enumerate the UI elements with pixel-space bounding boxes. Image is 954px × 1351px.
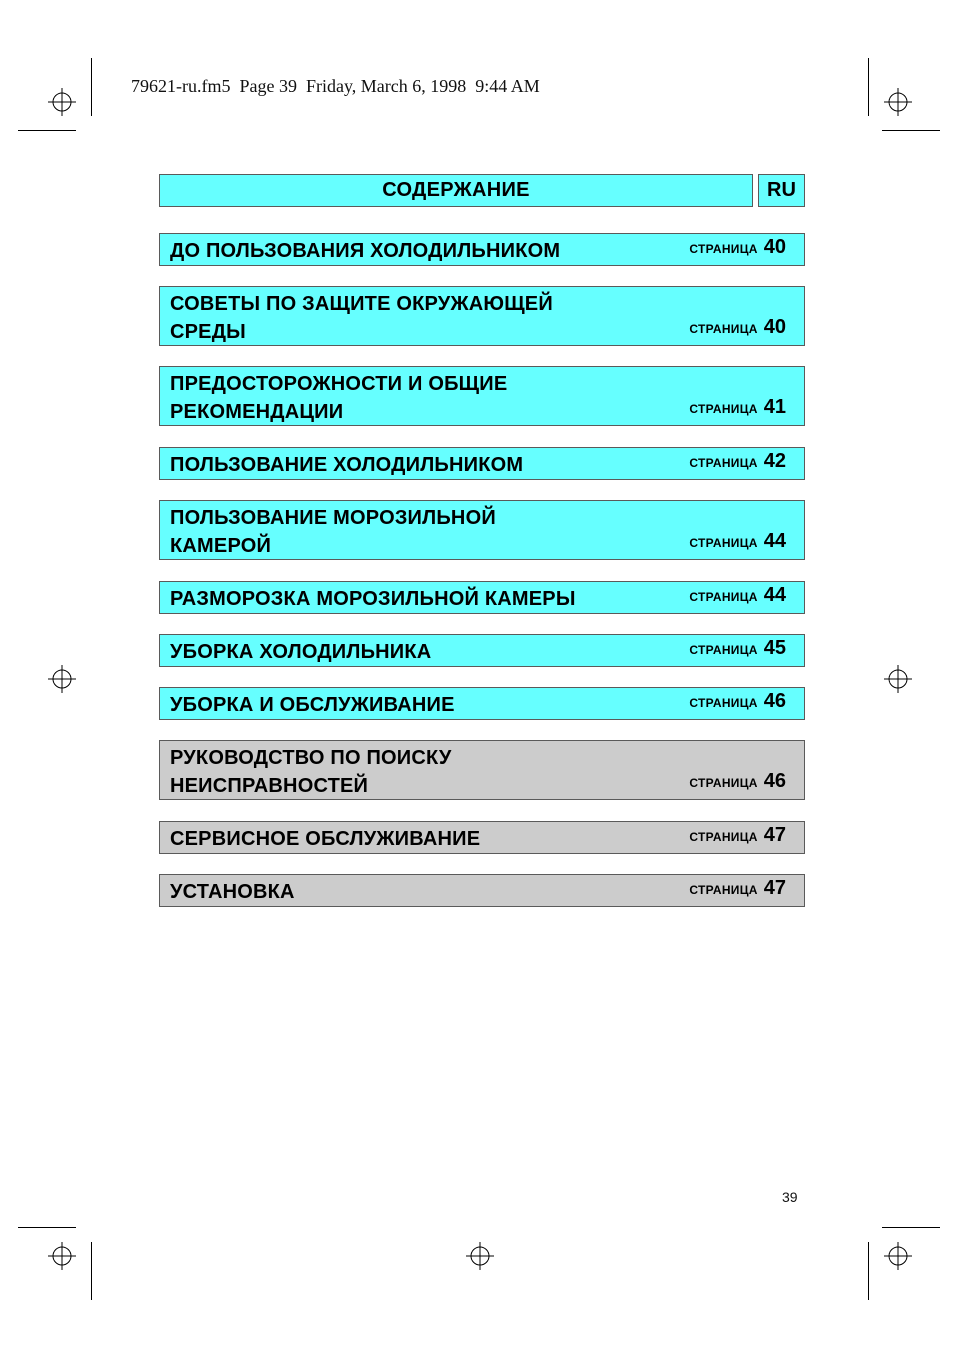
toc-entry-title xyxy=(170,370,664,426)
toc-entry-title-line: УСТАНОВКА xyxy=(170,881,295,903)
registration-mark-icon xyxy=(48,665,76,693)
toc-entry[interactable] xyxy=(159,233,805,266)
registration-mark-icon xyxy=(48,1242,76,1270)
toc-entry-page-number: 41 xyxy=(763,396,786,418)
toc-entry[interactable] xyxy=(159,874,805,907)
toc-entry[interactable] xyxy=(159,366,805,426)
toc-entry-title xyxy=(170,825,664,853)
toc-entry-title-line: ПРЕДОСТОРОЖНОСТИ И ОБЩИЕ xyxy=(170,373,508,395)
toc-entry-title xyxy=(170,638,664,666)
toc-entry[interactable] xyxy=(159,634,805,667)
page-word: СТРАНИЦА xyxy=(689,590,758,604)
registration-mark-icon xyxy=(884,665,912,693)
toc-entry-title-line: УБОРКА И ОБСЛУЖИВАНИЕ xyxy=(170,694,455,716)
page-word: СТРАНИЦА xyxy=(689,242,758,256)
toc-entry[interactable] xyxy=(159,740,805,800)
toc-entry-title-line: СРЕДЫ xyxy=(170,321,246,343)
toc-entry-title-line: НЕИСПРАВНОСТЕЙ xyxy=(170,775,369,797)
toc-entry-page-ref xyxy=(689,448,786,476)
toc-entry-page-number: 46 xyxy=(763,770,786,792)
toc-entry-page-ref xyxy=(689,635,786,663)
toc-entry-title xyxy=(170,585,664,613)
toc-entry[interactable] xyxy=(159,500,805,560)
crop-mark-top-left-horizontal xyxy=(18,130,76,131)
toc-entry-page-ref xyxy=(689,822,786,850)
toc-entry-title xyxy=(170,504,664,560)
crop-mark-top-right-horizontal xyxy=(882,130,940,131)
page-word: СТРАНИЦА xyxy=(689,883,758,897)
crop-mark-top-left-vertical xyxy=(91,58,92,116)
toc-entry[interactable] xyxy=(159,821,805,854)
contents-title: СОДЕРЖАНИЕ xyxy=(382,179,530,201)
page-word: СТРАНИЦА xyxy=(689,536,758,550)
toc-entry-title-line: КАМЕРОЙ xyxy=(170,535,272,557)
toc-entry-page-number: 40 xyxy=(763,236,786,258)
toc-entry-page-ref xyxy=(689,768,786,796)
registration-mark-icon xyxy=(884,88,912,116)
toc-entry[interactable] xyxy=(159,286,805,346)
crop-mark-bottom-right-horizontal xyxy=(882,1227,940,1228)
registration-mark-icon xyxy=(48,88,76,116)
toc-entry-title-line: РЕКОМЕНДАЦИИ xyxy=(170,401,344,423)
page-word: СТРАНИЦА xyxy=(689,456,758,470)
toc-entry[interactable] xyxy=(159,687,805,720)
toc-entry-page-ref xyxy=(689,582,786,610)
page-word: СТРАНИЦА xyxy=(689,696,758,710)
toc-entry-page-ref xyxy=(689,875,786,903)
toc-entry-title xyxy=(170,451,664,479)
toc-entry-page-number: 40 xyxy=(763,316,786,338)
toc-entry-page-number: 42 xyxy=(763,450,786,472)
toc-entry-page-number: 45 xyxy=(763,637,786,659)
toc-entry-page-ref xyxy=(689,528,786,556)
toc-entry-title xyxy=(170,691,664,719)
toc-entry-title-line: СОВЕТЫ ПО ЗАЩИТЕ ОКРУЖАЮЩЕЙ xyxy=(170,293,553,315)
toc-entry-title-line: РАЗМОРОЗКА МОРОЗИЛЬНОЙ КАМЕРЫ xyxy=(170,588,576,610)
toc-entry-page-number: 47 xyxy=(763,877,786,899)
toc-entry-page-ref xyxy=(689,394,786,422)
toc-entry-page-number: 46 xyxy=(763,690,786,712)
page-number: 39 xyxy=(782,1189,798,1205)
crop-mark-bottom-left-vertical xyxy=(91,1242,92,1300)
toc-entry-title-line: ПОЛЬЗОВАНИЕ МОРОЗИЛЬНОЙ xyxy=(170,507,496,529)
page-word: СТРАНИЦА xyxy=(689,402,758,416)
toc-entry-page-ref xyxy=(689,314,786,342)
page-word: СТРАНИЦА xyxy=(689,830,758,844)
language-badge xyxy=(758,174,805,207)
contents-title-box xyxy=(159,174,753,207)
toc-entry-page-ref xyxy=(689,234,786,262)
toc-entry-page-number: 44 xyxy=(763,530,786,552)
toc-entry-title-line: СЕРВИСНОЕ ОБСЛУЖИВАНИЕ xyxy=(170,828,481,850)
toc-entry-page-number: 47 xyxy=(763,824,786,846)
crop-mark-bottom-right-vertical xyxy=(868,1242,869,1300)
file-header: 79621-ru.fm5 Page 39 Friday, March 6, 1998 9:44 AM xyxy=(131,76,540,96)
toc-entry-title xyxy=(170,744,664,800)
registration-mark-icon xyxy=(466,1242,494,1270)
toc-entry-title xyxy=(170,237,664,265)
page-word: СТРАНИЦА xyxy=(689,643,758,657)
toc-entry-title-line: ПОЛЬЗОВАНИЕ ХОЛОДИЛЬНИКОМ xyxy=(170,454,524,476)
crop-mark-bottom-left-horizontal xyxy=(18,1227,76,1228)
language-code: RU xyxy=(767,179,796,201)
toc-entry-title-line: РУКОВОДСТВО ПО ПОИСКУ xyxy=(170,747,452,769)
toc-entry-page-number: 44 xyxy=(763,584,786,606)
toc-entry[interactable] xyxy=(159,447,805,480)
toc-entry-page-ref xyxy=(689,688,786,716)
toc-entry-title xyxy=(170,290,664,346)
page-word: СТРАНИЦА xyxy=(689,322,758,336)
toc-entry[interactable] xyxy=(159,581,805,614)
registration-mark-icon xyxy=(884,1242,912,1270)
toc-entry-title xyxy=(170,878,664,906)
page-word: СТРАНИЦА xyxy=(689,776,758,790)
toc-entry-title-line: ДО ПОЛЬЗОВАНИЯ ХОЛОДИЛЬНИКОМ xyxy=(170,240,561,262)
toc-entry-title-line: УБОРКА ХОЛОДИЛЬНИКА xyxy=(170,641,432,663)
crop-mark-top-right-vertical xyxy=(868,58,869,116)
